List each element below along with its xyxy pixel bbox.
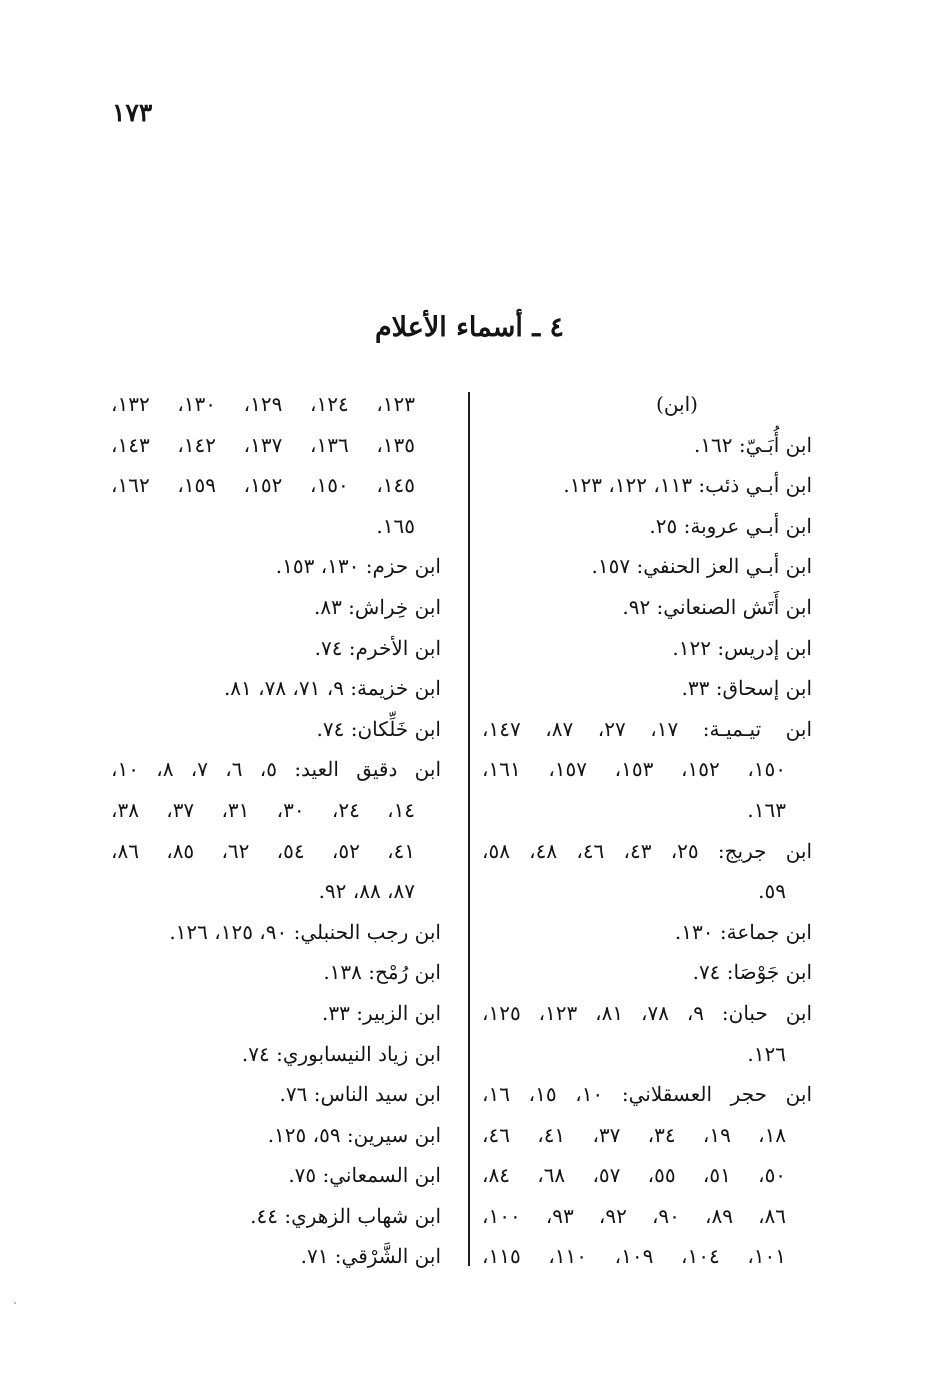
index-entry: ابن شهاب الزهري: ٤٤. [250,1203,441,1228]
index-column-left [111,384,441,1277]
index-entry-continuation: ١٠١، ١٠٤، ١٠٩، ١١٠، ١١٥، [482,1244,787,1269]
index-entry: ابن زياد النيسابوري: ٧٤. [241,1041,441,1066]
index-entry: ابن أُبَـيّ: ١٦٢. [693,432,812,457]
scan-speck [14,1302,16,1304]
index-entry: ابن جَوْصَا: ٧٤. [692,960,812,985]
index-entry: ابن أبـي العز الحنفي: ١٥٧. [591,554,812,579]
index-entry-continuation: ١٨، ١٩، ٣٤، ٣٧، ٤١، ٤٦، [482,1122,787,1147]
index-entry: ابن حزم: ١٣٠، ١٥٣. [275,554,441,579]
index-entry-continuation: ١٤، ٢٤، ٣٠، ٣١، ٣٧، ٣٨، [111,797,416,822]
index-entry: ابن الأخرم: ٧٤. [314,635,441,660]
index-entry-continuation: ١٥٠، ١٥٢، ١٥٣، ١٥٧، ١٦١، [482,757,787,782]
index-column-right [482,384,812,1277]
index-entry-continuation: ١٤٥، ١٥٠، ١٥٢، ١٥٩، ١٦٢، [111,473,416,498]
section-heading: ٤ ـ أسماء الأعلام [374,312,565,343]
index-entry: ابن أبـي عروبة: ٢٥. [649,513,812,538]
index-entry: ابن خَلِّكان: ٧٤. [316,716,441,741]
index-entry: ابن حبان: ٩، ٧٨، ٨١، ١٢٣، ١٢٥، [482,1000,813,1025]
index-entry: ابن الشَّرْقي: ٧١. [300,1244,441,1269]
index-entry-continuation: ١٣٥، ١٣٦، ١٣٧، ١٤٢، ١٤٣، [111,432,416,457]
index-entry-continuation: ١٦٥. [376,513,415,538]
index-entry: ابن إسحاق: ٣٣. [681,676,812,701]
index-entry: ابن رجب الحنبلي: ٩٠، ١٢٥، ١٢٦. [169,919,441,944]
index-entry-continuation: ٨٦، ٨٩، ٩٠، ٩٢، ٩٣، ١٠٠، [482,1203,787,1228]
page-number: ١٧٣ [112,98,153,127]
index-entry: ابن تيـميـة: ١٧، ٢٧، ٨٧، ١٤٧، [482,716,813,741]
index-entry: ابن سيرين: ٥٩، ١٢٥. [267,1122,441,1147]
index-entry-continuation: ٨٧، ٨٨، ٩٢. [318,879,415,904]
column-divider [468,392,470,1266]
index-entry-continuation: ١٦٣. [747,797,786,822]
index-entry: ابن أَتَش الصنعاني: ٩٢. [622,594,812,619]
index-entry: ابن جماعة: ١٣٠. [674,919,812,944]
index-entry: ابن السمعاني: ٧٥. [288,1163,441,1188]
section-label: (ابن) [656,392,698,416]
index-entry: ابن دقيق العيد: ٥، ٦، ٧، ٨، ١٠، [111,757,442,782]
index-entry: ابن سيد الناس: ٧٦. [279,1082,441,1107]
index-entry: ابن الزبير: ٣٣. [322,1000,441,1025]
index-entry: ابن إدريس: ١٢٢. [672,635,812,660]
index-entry-continuation: ٥٠، ٥١، ٥٥، ٥٧، ٦٨، ٨٤، [482,1163,787,1188]
index-entry-continuation: ٤١، ٥٢، ٥٤، ٦٢، ٨٥، ٨٦، [111,838,416,863]
index-entry-continuation: ١٢٦. [747,1041,786,1066]
index-entry: ابن حجر العسقلاني: ١٠، ١٥، ١٦، [482,1082,812,1107]
index-entry-continuation: ٥٩. [758,879,786,904]
index-entry: ابن خزيمة: ٩، ٧١، ٧٨، ٨١. [223,676,441,701]
index-entry: ابن رُمْح: ١٣٨. [323,960,441,985]
index-entry: ابن أبـي ذئب: ١١٣، ١٢٢، ١٢٣. [563,473,812,498]
index-entry: ابن جريج: ٢٥، ٤٣، ٤٦، ٤٨، ٥٨، [482,838,813,863]
index-entry-continuation: ١٢٣، ١٢٤، ١٢٩، ١٣٠، ١٣٢، [111,392,416,416]
index-entry: ابن خِراش: ٨٣. [313,594,441,619]
